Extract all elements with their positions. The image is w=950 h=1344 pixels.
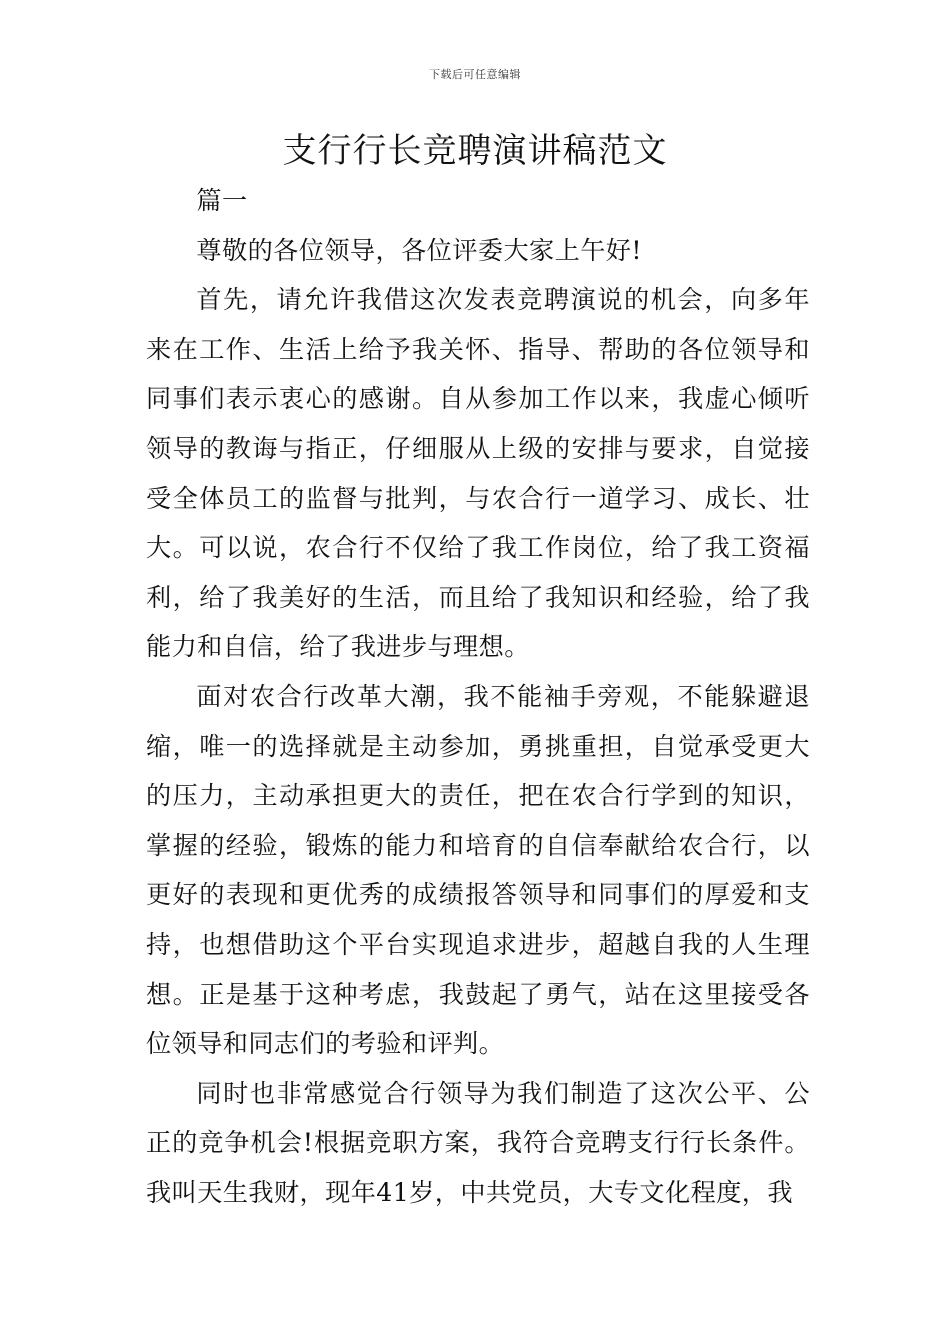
body-paragraph: 面对农合行改革大潮，我不能袖手旁观，不能躲避退缩，唯一的选择就是主动参加，勇挑重担，自觉承受更大的压力，主动承担更大的责任，把在农合行学到的知识，掌握的经验，锻炼的能力和培育的自信奉献给农合行，以更好的表现和更优秀的成绩报答领导和同事们的厚爱和支持，也想借助这个平台实现追求进步，超越自我的人生理想。正是基于这种考虑，我鼓起了勇气，站在这里接受各位领导和同志们的考验和评判。 <box>146 681 810 1059</box>
body-paragraph: 首先，请允许我借这次发表竞聘演说的机会，向多年来在工作、生活上给予我关怀、指导、帮助的各位领导和同事们表示衷心的感谢。自从参加工作以来，我虚心倾听领导的教诲与指正，仔细服从上级的安排与要求，自觉接受全体员工的监督与批判，与农合行一道学习、成长、壮大。可以说，农合行不仅给了我工作岗位，给了我工资福利，给了我美好的生活，而且给了我知识和经验，给了我能力和自信，给了我进步与理想。 <box>146 285 810 662</box>
body-paragraph: 同时也非常感觉合行领导为我们制造了这次公平、公正的竞争机会!根据竞职方案，我符合竞聘支行行长条件。我叫天生我财，现年41岁，中共党员，大专文化程度，我 <box>146 1078 810 1207</box>
header-note: 下载后可任意编辑 <box>429 68 521 81</box>
document-body <box>146 176 810 1217</box>
document-title: 支行行长竞聘演讲稿范文 <box>282 131 668 171</box>
greeting-paragraph: 尊敬的各位领导，各位评委大家上午好! <box>196 235 642 265</box>
section-label: 篇一 <box>196 186 248 215</box>
